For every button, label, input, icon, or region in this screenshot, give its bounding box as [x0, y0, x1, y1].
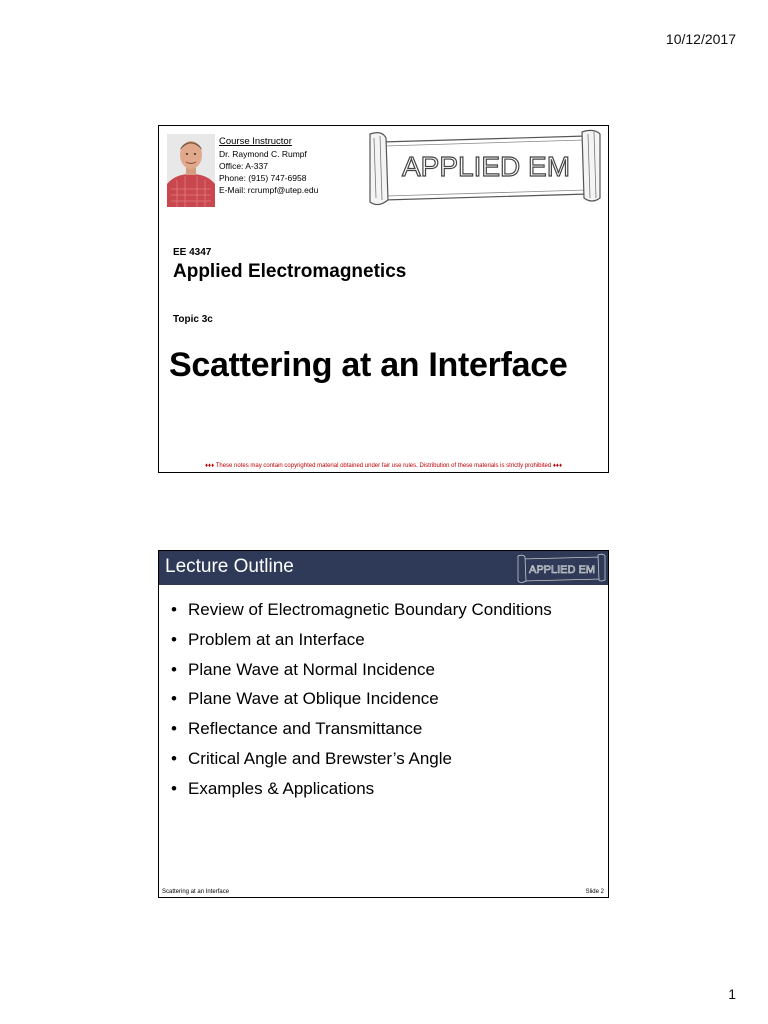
outline-item: [171, 744, 552, 774]
instructor-photo-image: [167, 134, 215, 207]
course-title: Applied Electromagnetics: [173, 261, 407, 282]
outline-list: [171, 595, 552, 804]
instructor-info: [219, 136, 318, 196]
topic-label: Topic 3c: [173, 314, 213, 325]
slide-footer-title: Scattering at an Interface: [162, 889, 230, 895]
instructor-name: Dr. Raymond C. Rumpf: [219, 149, 307, 159]
slide-title-page: [158, 125, 609, 473]
slide-header-title: Lecture Outline: [165, 556, 294, 577]
instructor-office: Office: A-337: [219, 161, 268, 171]
outline-item-text: Review of Electromagnetic Boundary Conditions: [188, 600, 552, 619]
slide-header-bar: [159, 551, 608, 585]
outline-item-text: Plane Wave at Normal Incidence: [188, 659, 435, 679]
bullet-icon: •: [171, 659, 177, 679]
instructor-email: E-Mail: rcrumpf@utep.edu: [219, 185, 319, 195]
bullet-icon: •: [171, 629, 177, 649]
slide-title: Scattering at an Interface: [169, 346, 568, 384]
bullet-icon: •: [171, 778, 177, 798]
copyright-notice: ♦♦♦ These notes may contain copyrighted material obtained under fair use rules. Distribution of these materials is strictly prohibited ♦♦♦: [204, 463, 563, 469]
bullet-icon: •: [171, 689, 177, 709]
outline-item-text: Critical Angle and Brewster’s Angle: [188, 748, 452, 768]
outline-item-text: Problem at an Interface: [188, 629, 365, 649]
applied-em-logo: [364, 128, 604, 208]
outline-item: [171, 595, 552, 625]
outline-item: [171, 684, 552, 714]
applied-em-logo-text: APPLIED EM: [401, 151, 571, 182]
outline-item-text: Plane Wave at Oblique Incidence: [188, 689, 439, 709]
bullet-icon: •: [171, 719, 177, 739]
bullet-icon: •: [171, 748, 177, 768]
course-code: EE 4347: [173, 247, 212, 258]
outline-item-text: Examples & Applications: [188, 778, 375, 798]
applied-em-logo-small-text: APPLIED EM: [528, 564, 596, 576]
outline-item: [171, 625, 552, 655]
instructor-photo: [167, 134, 215, 207]
applied-em-logo-small: [516, 553, 606, 583]
outline-item: [171, 714, 552, 744]
outline-item: [171, 774, 552, 804]
outline-item: [171, 655, 552, 685]
page-date: 10/12/2017: [665, 31, 736, 47]
slide-footer-number: Slide 2: [585, 889, 604, 895]
page-number: 1: [728, 986, 736, 1002]
instructor-phone: Phone: (915) 747-6958: [219, 173, 307, 183]
instructor-heading: Course Instructor: [219, 136, 292, 147]
outline-item-text: Reflectance and Transmittance: [188, 719, 423, 739]
bullet-icon: •: [171, 600, 177, 619]
slide-lecture-outline: [158, 550, 609, 898]
